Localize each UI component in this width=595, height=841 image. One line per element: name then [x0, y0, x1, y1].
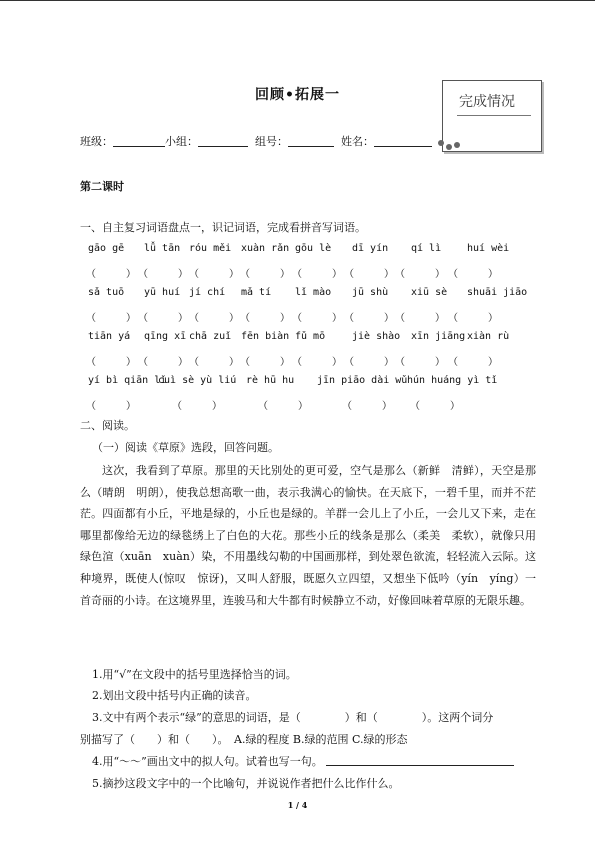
answer-blank[interactable]: （ ） [410, 401, 460, 412]
answer-blank[interactable]: （ ） [86, 313, 136, 324]
group-field[interactable] [198, 135, 248, 147]
question-3: 3.文中有两个表示“绿”的意思的词语，是（ ）和（ ）。这两个词分 [92, 711, 494, 724]
answer-blank[interactable]: （ ） [172, 401, 222, 412]
answer-blank[interactable]: （ ） [189, 269, 239, 280]
question-3-cont: 别描写了（ ）和（ ）。 A.绿的程度 B.绿的范围 C.绿的形态 [80, 733, 408, 746]
pinyin-word: sǎ tuō [88, 287, 125, 298]
question-2: 2.划出文段中括号内正确的读音。 [92, 689, 257, 702]
pinyin-word: xīn jiāng [411, 331, 466, 342]
answer-blank[interactable]: （ ） [344, 269, 394, 280]
answer-blank[interactable]: （ ） [344, 357, 394, 368]
pinyin-word: jū shù [352, 287, 389, 298]
pinyin-word: gōu lè [295, 243, 332, 254]
pinyin-word: gāo gē [88, 243, 125, 254]
pinyin-word: rè hū hu [246, 375, 295, 386]
answer-blank[interactable]: （ ） [138, 269, 188, 280]
pinyin-word: jiè shào [352, 331, 401, 342]
stamp-ornament-icon [454, 142, 460, 148]
page-number: 1 / 4 [287, 800, 308, 810]
answer-blank[interactable]: （ ） [240, 357, 290, 368]
answer-blank[interactable]: （ ） [258, 401, 308, 412]
class-label: 班级： [80, 135, 113, 148]
name-label: 姓名： [341, 135, 374, 148]
pinyin-word: xiū sè [411, 287, 448, 298]
answer-blank[interactable]: （ ） [292, 269, 342, 280]
section2-heading: 二、阅读。 [80, 419, 135, 432]
answer-blank[interactable]: （ ） [342, 401, 392, 412]
answer-blank[interactable]: （ ） [240, 269, 290, 280]
pinyin-word: yí bì qiān lǐ [88, 375, 167, 386]
answer-blank[interactable]: （ ） [86, 269, 136, 280]
lesson-heading: 第二课时 [80, 180, 124, 193]
answer-blank[interactable]: （ ） [240, 313, 290, 324]
question-1: 1.用“√”在文段中的括号里选择恰当的词。 [92, 668, 297, 681]
pinyin-word: xuàn rǎn [241, 243, 290, 254]
class-field[interactable] [113, 135, 165, 147]
pinyin-word: cuì sè yù liú [158, 375, 237, 386]
group-label: 小组： [165, 135, 198, 148]
pinyin-word: tiān yá [88, 331, 131, 342]
pinyin-word: huí wèi [467, 243, 510, 254]
section1-heading: 一、自主复习词语盘点一，识记词语，完成看拼音写词语。 [80, 221, 366, 234]
pinyin-word: yū huí [144, 287, 181, 298]
pinyin-word: lǐ mào [295, 287, 332, 298]
answer-blank[interactable]: （ ） [189, 357, 239, 368]
answer-blank[interactable]: （ ） [448, 313, 498, 324]
student-info-line [80, 133, 432, 149]
question-4 [92, 753, 514, 769]
pinyin-word: xiàn rù [467, 331, 510, 342]
pinyin-word: mǎ tí [241, 287, 272, 298]
pinyin-word: jí chí [189, 287, 226, 298]
top-rule [0, 0, 595, 1]
name-field[interactable] [374, 135, 432, 147]
pinyin-word: qí lì [411, 243, 442, 254]
answer-blank[interactable]: （ ） [395, 357, 445, 368]
number-label: 组号： [255, 135, 288, 148]
answer-line[interactable] [326, 755, 514, 766]
answer-blank[interactable]: （ ） [86, 357, 136, 368]
pinyin-word: chā zuǐ [189, 331, 232, 342]
pinyin-word: dī yín [352, 243, 389, 254]
pinyin-word: lǚ tān [144, 243, 181, 254]
pinyin-word: fǔ mō [295, 331, 326, 342]
answer-blank[interactable]: （ ） [448, 357, 498, 368]
answer-blank[interactable]: （ ） [138, 357, 188, 368]
pinyin-word: shuāi jiāo [467, 287, 528, 298]
stamp-label: 完成情况 [459, 94, 515, 110]
pinyin-word: hún huáng yì tǐ [407, 375, 498, 386]
question-5: 5.摘抄这段文字中的一个比喻句，并说说作者把什么比作什么。 [92, 777, 400, 790]
reading-heading: （一）阅读《草原》选段，回答问题。 [92, 441, 279, 454]
answer-blank[interactable]: （ ） [138, 313, 188, 324]
number-field[interactable] [288, 135, 334, 147]
answer-blank[interactable]: （ ） [86, 401, 136, 412]
answer-blank[interactable]: （ ） [292, 313, 342, 324]
answer-blank[interactable]: （ ） [395, 269, 445, 280]
answer-blank[interactable]: （ ） [189, 313, 239, 324]
stamp-ornament-icon [438, 140, 444, 146]
pinyin-word: fēn biàn [241, 331, 290, 342]
page-title: 回顾•拓展一 [255, 87, 340, 103]
reading-passage: 这次，我看到了草原。那里的天比别处的更可爱，空气是那么（新鲜 清鲜），天空是那么（晴朗 明朗），使我总想高歌一曲，表示我满心的愉快。在天底下，一碧千里，而并不茫茫。四面都有小丘，平地是绿的，小丘也是绿的。羊群一会儿上了小丘，一会儿又下来，走在哪里都像给无边的绿毯绣上了白色的大花。那些小丘的线条是那么（柔美 柔软），就像只用绿色渲（xuān xuàn）染，不用墨线勾勒的中国画那样，到处翠色欲流，轻轻流入云际。这种境界，既使人(惊叹 惊讶)，又叫人舒服，既愿久立四望，又想坐下低吟（yín yíng）一首奇丽的小诗。在这境界里，连骏马和大牛都有时候静立不动，好像回味着草原的无限乐趣。 [80, 464, 536, 607]
question-4-text: 4.用“～～”画出文中的拟人句。试着也写一句。 [92, 755, 323, 768]
answer-blank[interactable]: （ ） [344, 313, 394, 324]
pinyin-word: qīng xī [144, 331, 187, 342]
stamp-ornament-icon [446, 144, 452, 150]
pinyin-word: jīn piāo dài wǔ [317, 375, 408, 386]
answer-blank[interactable]: （ ） [448, 269, 498, 280]
pinyin-word: róu měi [189, 243, 232, 254]
answer-blank[interactable]: （ ） [292, 357, 342, 368]
completion-stamp [436, 74, 544, 154]
answer-blank[interactable]: （ ） [395, 313, 445, 324]
